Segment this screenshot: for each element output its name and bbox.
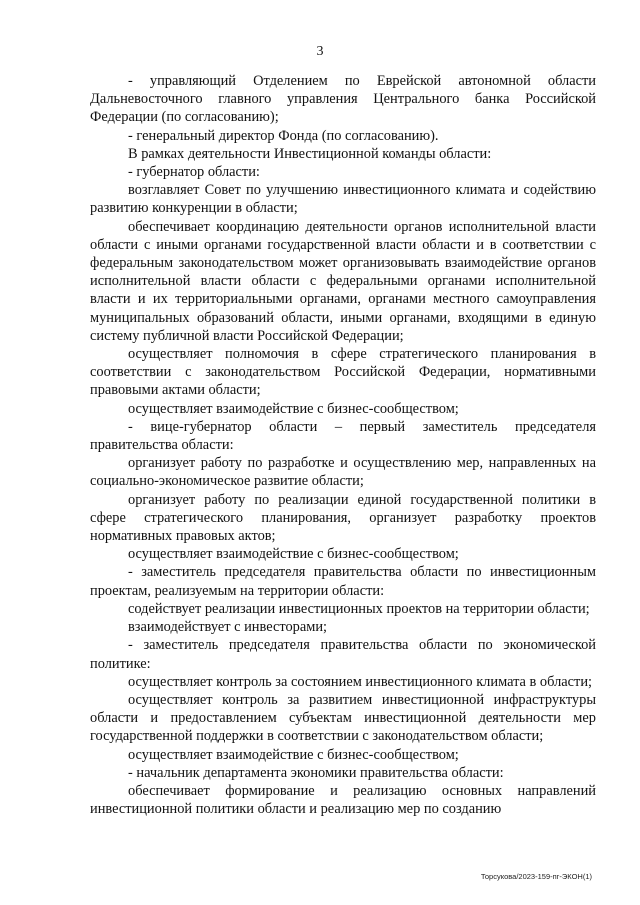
- footer-document-code: Торсукова/2023-159-пг-ЭКОН(1): [480, 872, 592, 881]
- paragraph: - губернатор области:: [128, 164, 260, 181]
- document-body: [90, 72, 596, 818]
- paragraph: осуществляет взаимодействие с бизнес-сообществом;: [128, 746, 459, 763]
- page-number: 3: [316, 44, 324, 59]
- paragraph: - управляющий Отделением по Еврейской автономной области Дальневосточного главного управления Центрального банка Российской Федерации (по согласованию);: [90, 73, 596, 126]
- paragraph: обеспечивает координацию деятельности органов исполнительной власти области с иными органами государственной власти области и в соответствии с федеральным законодательством может организовывать взаимодействие органов исполнительной власти области с федеральными органами исполнительной власти и их территориальными органами, органами местного самоуправления муниципальных образований области, иными органами, входящими в единую систему публичной власти Российской Федерации;: [90, 218, 596, 344]
- paragraph: организует работу по разработке и осуществлению мер, направленных на социально-экономическое развитие области;: [90, 455, 596, 490]
- paragraph: содействует реализации инвестиционных проектов на территории области;: [128, 600, 590, 617]
- paragraph: обеспечивает формирование и реализацию основных направлений инвестиционной политики области и реализацию мер по созданию: [90, 782, 596, 818]
- paragraph: - генеральный директор Фонда (по согласованию).: [128, 127, 439, 144]
- paragraph: - начальник департамента экономики правительства области:: [128, 764, 504, 781]
- paragraph: взаимодействует с инвесторами;: [128, 619, 328, 636]
- paragraph: осуществляет полномочия в сфере стратегического планирования в соответствии с законодательством Российской Федерации, нормативными правовыми актами области;: [90, 346, 596, 399]
- paragraph: организует работу по реализации единой государственной политики в сфере стратегического планирования, организует разработку проектов нормативных правовых актов;: [90, 491, 596, 545]
- paragraph: - заместитель председателя правительства области по экономической политике:: [90, 637, 596, 672]
- paragraph: возглавляет Совет по улучшению инвестиционного климата и содействию развитию конкуренции в области;: [90, 182, 596, 217]
- paragraph: осуществляет взаимодействие с бизнес-сообществом;: [128, 546, 459, 563]
- paragraph: осуществляет контроль за развитием инвестиционной инфраструктуры области и предоставлением субъектам инвестиционной деятельности мер государственной поддержки в соответствии с законодательством области;: [90, 691, 596, 745]
- paragraph: осуществляет взаимодействие с бизнес-сообществом;: [128, 400, 459, 417]
- paragraph: В рамках деятельности Инвестиционной команды области:: [128, 145, 492, 162]
- paragraph: осуществляет контроль за состоянием инвестиционного климата в области;: [128, 673, 593, 690]
- paragraph: - вице-губернатор области – первый заместитель председателя правительства области:: [90, 418, 596, 454]
- paragraph: - заместитель председателя правительства области по инвестиционным проектам, реализуемым на территории области:: [90, 564, 596, 599]
